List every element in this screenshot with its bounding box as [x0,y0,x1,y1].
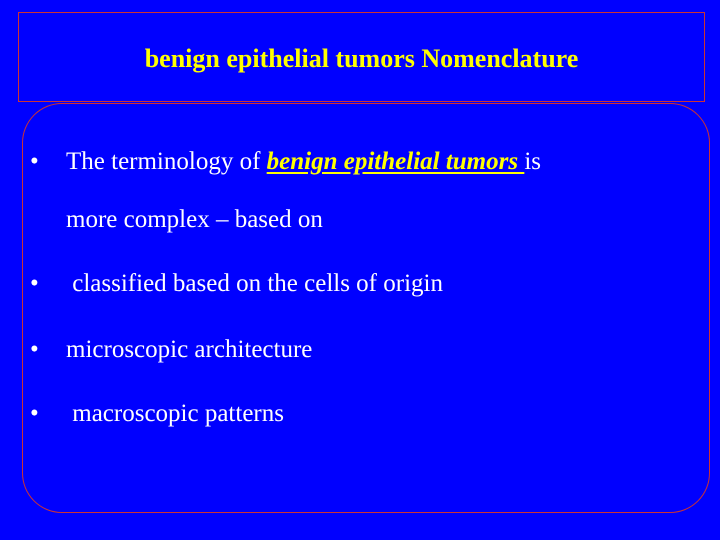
bullet-item-microscopic [30,336,312,364]
bullet-dot: • [30,336,39,363]
bullet-text-pre: The terminology of [66,148,267,175]
slide-title: benign epithelial tumors Nomenclature [144,44,579,73]
bullet-dot: • [30,148,39,175]
bullet-dot: • [30,270,39,297]
bullet-item-cells-of-origin [30,270,443,298]
title-frame [18,12,705,102]
highlight-term: benign epithelial tumors [266,148,525,175]
bullet-text-post: is [524,148,542,175]
bullet-dot: • [30,400,39,427]
bullet-item-macroscopic [30,400,284,428]
bullet-item-terminology [30,148,541,176]
bullet-text: macroscopic patterns [66,400,284,427]
bullet-text: classified based on the cells of origin [66,270,443,297]
bullet-text: microscopic architecture [66,336,313,363]
bullet-continuation: more complex – based on [66,206,323,233]
